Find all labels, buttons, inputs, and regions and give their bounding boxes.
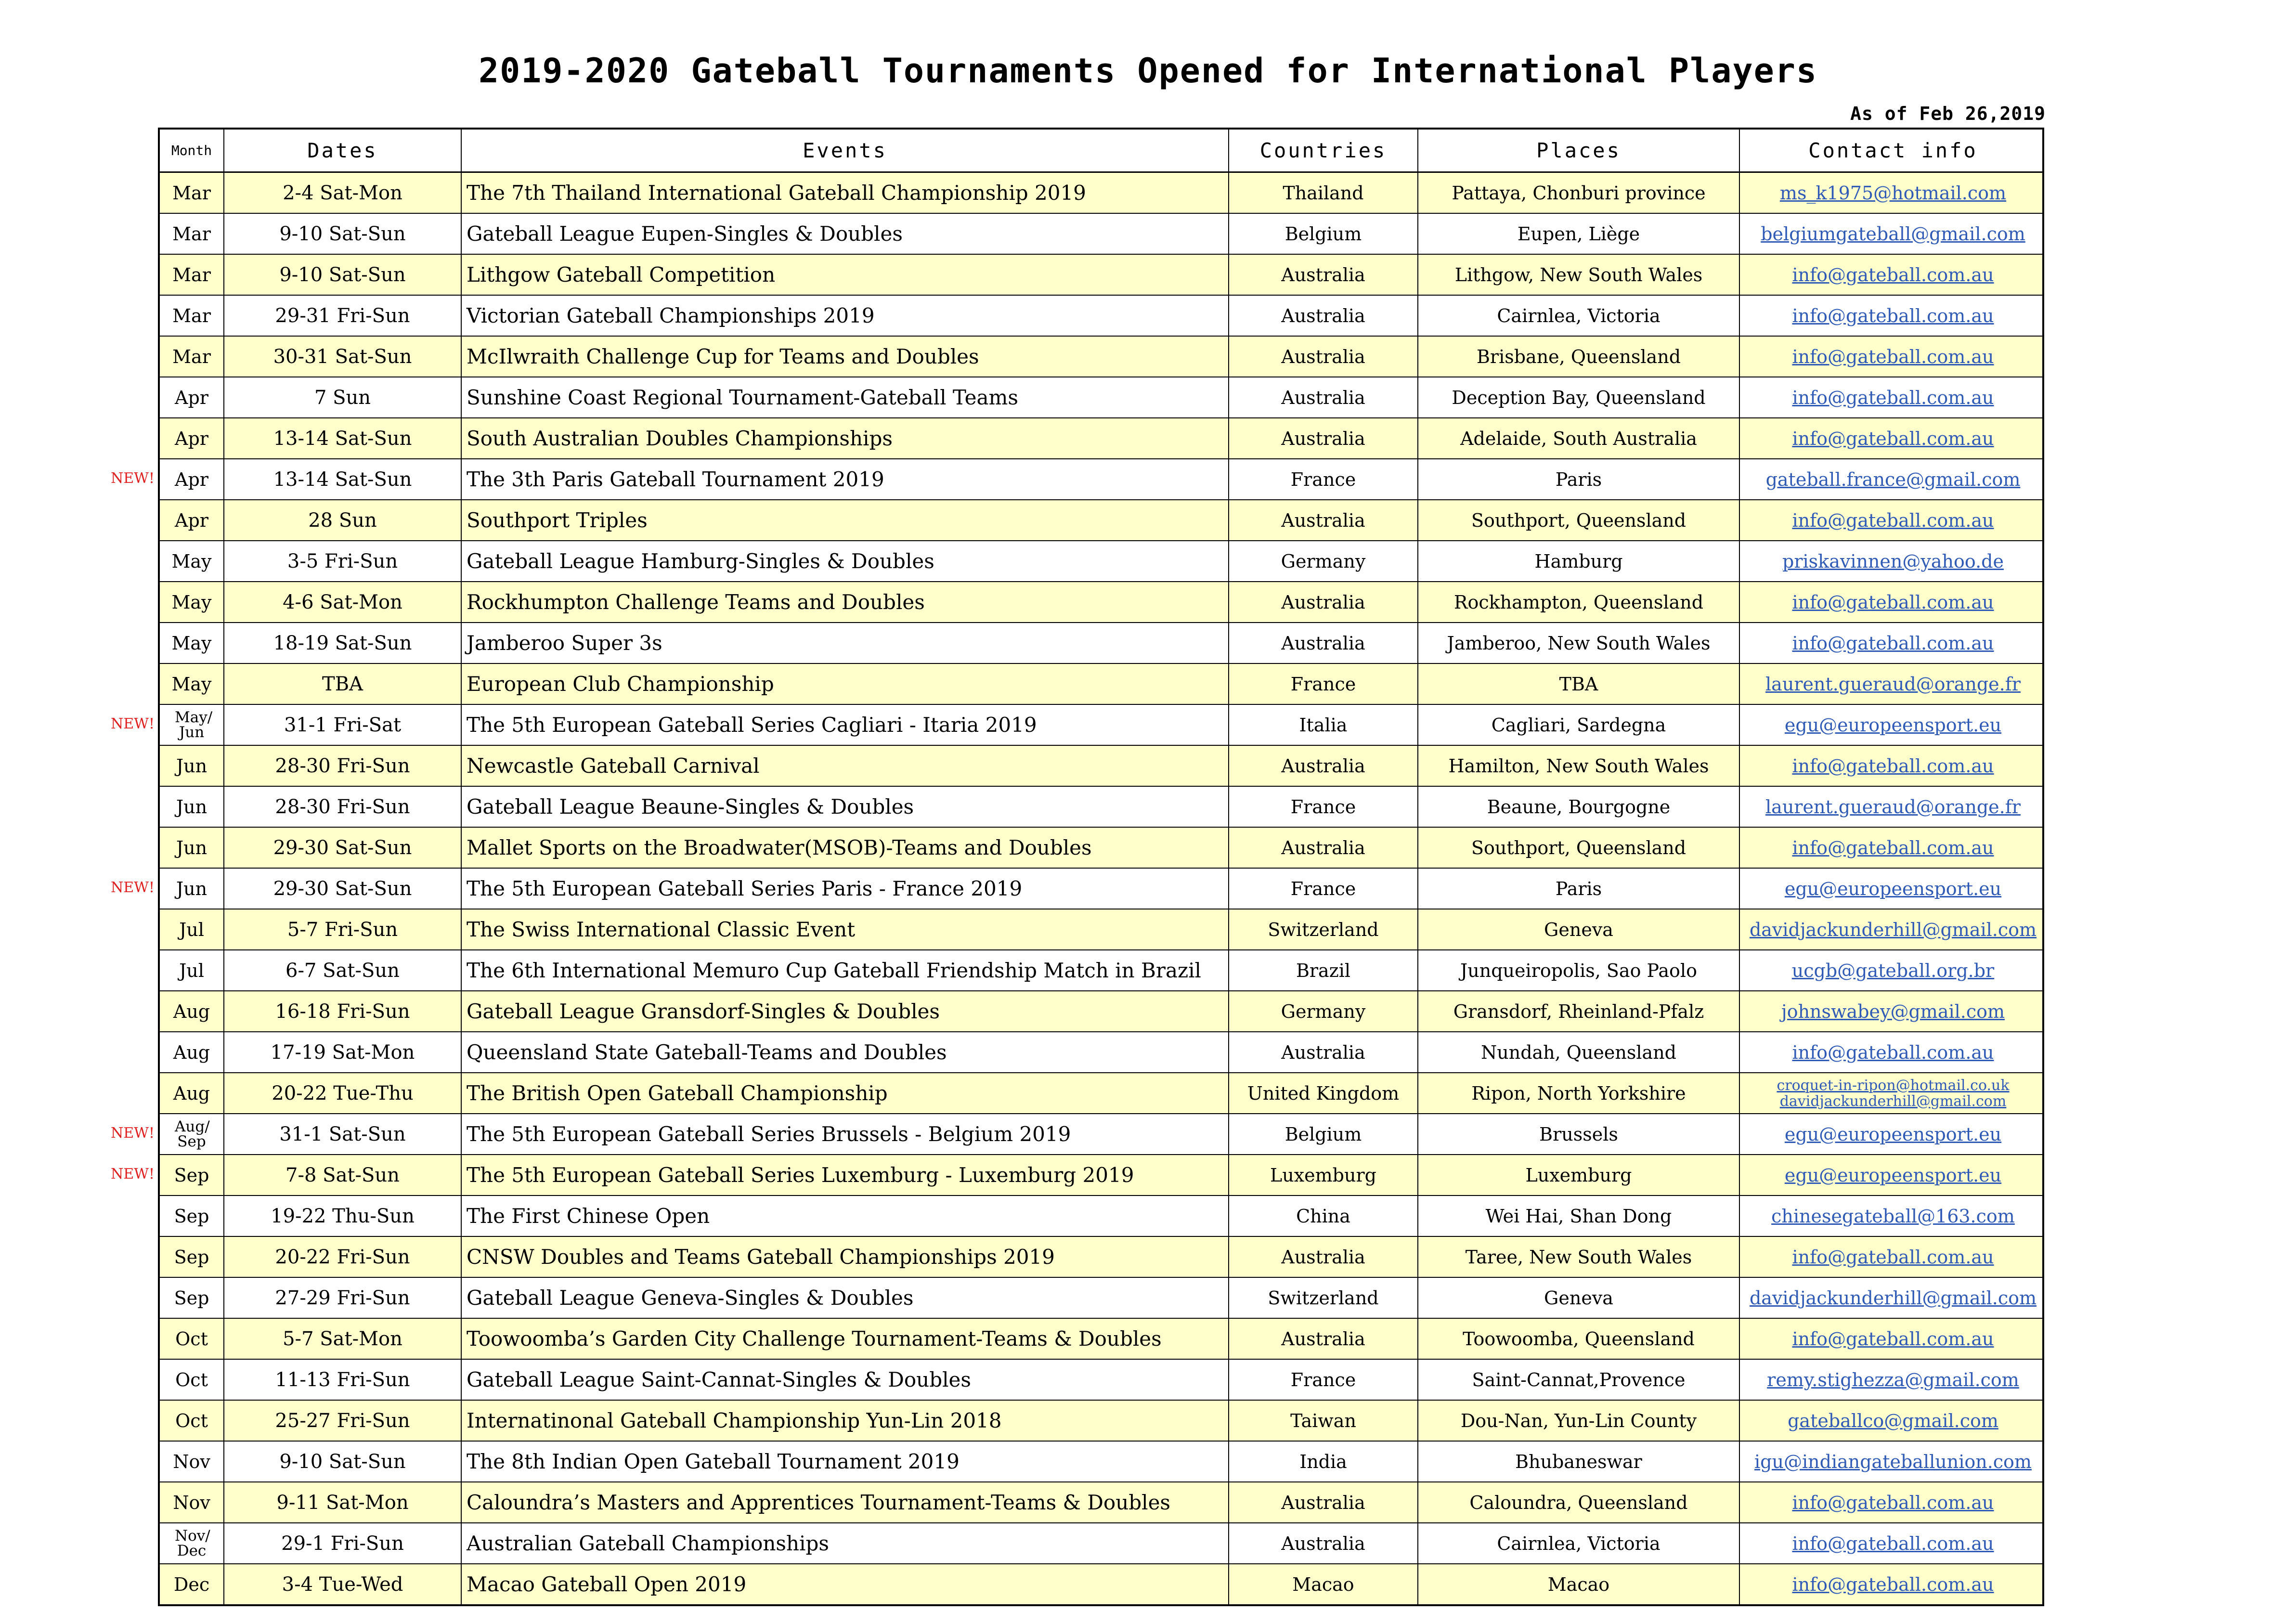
month-cell: Sep — [160, 1237, 224, 1277]
table-row — [160, 1196, 2042, 1237]
table-row — [160, 337, 2042, 377]
month-cell: Jun — [160, 828, 224, 868]
contact-link[interactable]: info@gateball.com.au — [1792, 632, 1994, 654]
event-cell: Southport Triples — [462, 500, 1229, 540]
place-cell: Jamberoo, New South Wales — [1418, 623, 1740, 663]
country-cell: Belgium — [1229, 1114, 1418, 1154]
contact-link[interactable]: info@gateball.com.au — [1792, 837, 1994, 858]
contact-link[interactable]: johnswabey@gmail.com — [1781, 1000, 2005, 1022]
dates-cell: 6-7 Sat-Sun — [224, 950, 462, 990]
dates-cell: 3-5 Fri-Sun — [224, 541, 462, 581]
table-row — [160, 1564, 2042, 1604]
event-cell: McIlwraith Challenge Cup for Teams and Doubles — [462, 337, 1229, 377]
contact-link[interactable]: gateballco@gmail.com — [1788, 1410, 1998, 1431]
month-cell: Mar — [160, 173, 224, 213]
place-cell: Eupen, Liège — [1418, 214, 1740, 254]
table-row — [160, 869, 2042, 909]
place-cell: Deception Bay, Queensland — [1418, 377, 1740, 417]
contact-link[interactable]: davidjackunderhill@gmail.com — [1779, 1092, 2007, 1110]
event-cell: Mallet Sports on the Broadwater(MSOB)-Teams and Doubles — [462, 828, 1229, 868]
event-cell: Rockhumpton Challenge Teams and Doubles — [462, 582, 1229, 622]
month-cell — [160, 705, 224, 745]
event-cell: Gateball League Eupen-Singles & Doubles — [462, 214, 1229, 254]
dates-cell: 19-22 Thu-Sun — [224, 1196, 462, 1236]
dates-cell: 28-30 Fri-Sun — [224, 746, 462, 786]
country-cell: Australia — [1229, 418, 1418, 458]
country-cell: Switzerland — [1229, 1278, 1418, 1318]
country-cell: Belgium — [1229, 214, 1418, 254]
dates-cell: 18-19 Sat-Sun — [224, 623, 462, 663]
event-cell: The 8th Indian Open Gateball Tournament 2019 — [462, 1442, 1229, 1481]
event-cell: The 5th European Gateball Series Cagliari - Itaria 2019 — [462, 705, 1229, 745]
table-row — [160, 623, 2042, 664]
table-row — [160, 173, 2042, 214]
month-cell: Mar — [160, 255, 224, 295]
place-cell: Beaune, Bourgogne — [1418, 787, 1740, 827]
country-cell: France — [1229, 869, 1418, 909]
dates-cell: 29-30 Sat-Sun — [224, 869, 462, 909]
dates-cell: 17-19 Sat-Mon — [224, 1032, 462, 1072]
month-cell: May — [160, 582, 224, 622]
country-cell: Taiwan — [1229, 1401, 1418, 1441]
header-places: Places — [1418, 130, 1740, 171]
header-countries: Countries — [1229, 130, 1418, 171]
month-cell — [160, 1523, 224, 1563]
table-row — [160, 787, 2042, 828]
dates-cell: 29-30 Sat-Sun — [224, 828, 462, 868]
place-cell: Paris — [1418, 459, 1740, 499]
contact-link[interactable]: info@gateball.com.au — [1792, 509, 1994, 531]
country-cell: Italia — [1229, 705, 1418, 745]
dates-cell: 31-1 Fri-Sat — [224, 705, 462, 745]
new-marker: NEW! — [111, 1166, 155, 1182]
table-row — [160, 1523, 2042, 1564]
country-cell: Australia — [1229, 1032, 1418, 1072]
place-cell: Southport, Queensland — [1418, 500, 1740, 540]
as-of-date: As of Feb 26,2019 — [1850, 103, 2046, 124]
table-row — [160, 255, 2042, 296]
event-cell: Gateball League Gransdorf-Singles & Doubles — [462, 991, 1229, 1031]
event-cell: South Australian Doubles Championships — [462, 418, 1229, 458]
place-cell: Saint-Cannat,Provence — [1418, 1360, 1740, 1400]
country-cell: Australia — [1229, 1319, 1418, 1359]
place-cell: Southport, Queensland — [1418, 828, 1740, 868]
country-cell: China — [1229, 1196, 1418, 1236]
contact-link[interactable]: egu@europeensport.eu — [1784, 714, 2002, 736]
month-cell: Sep — [160, 1155, 224, 1195]
month-cell — [160, 1114, 224, 1154]
month-cell: Aug — [160, 991, 224, 1031]
dates-cell: 25-27 Fri-Sun — [224, 1401, 462, 1441]
event-cell: Victorian Gateball Championships 2019 — [462, 296, 1229, 336]
place-cell: Geneva — [1418, 909, 1740, 949]
table-row — [160, 582, 2042, 623]
contact-link[interactable]: laurent.gueraud@orange.fr — [1765, 796, 2021, 818]
contact-link[interactable]: chinesegateball@163.com — [1771, 1205, 2015, 1227]
table-body — [160, 173, 2042, 1604]
event-cell: Gateball League Beaune-Singles & Doubles — [462, 787, 1229, 827]
country-cell: Germany — [1229, 541, 1418, 581]
contact-link[interactable]: davidjackunderhill@gmail.com — [1749, 919, 2037, 940]
contact-link[interactable]: egu@europeensport.eu — [1784, 1164, 2002, 1186]
table-row — [160, 500, 2042, 541]
event-cell: Jamberoo Super 3s — [462, 623, 1229, 663]
month-cell: Aug — [160, 1073, 224, 1113]
table-row — [160, 950, 2042, 991]
contact-link[interactable]: info@gateball.com.au — [1792, 1041, 1994, 1063]
event-cell: The British Open Gateball Championship — [462, 1073, 1229, 1113]
dates-cell: 11-13 Fri-Sun — [224, 1360, 462, 1400]
country-cell: Australia — [1229, 582, 1418, 622]
place-cell: Cairnlea, Victoria — [1418, 1523, 1740, 1563]
country-cell: Australia — [1229, 1237, 1418, 1277]
dates-cell: 9-10 Sat-Sun — [224, 255, 462, 295]
header-events: Events — [462, 130, 1229, 171]
contact-link[interactable]: info@gateball.com.au — [1792, 346, 1994, 367]
place-cell: Geneva — [1418, 1278, 1740, 1318]
place-cell: Brisbane, Queensland — [1418, 337, 1740, 377]
month-cell: Jul — [160, 950, 224, 990]
place-cell: Pattaya, Chonburi province — [1418, 173, 1740, 213]
country-cell: Australia — [1229, 623, 1418, 663]
month-cell: Sep — [160, 1278, 224, 1318]
contact-link[interactable]: belgiumgateball@gmail.com — [1761, 223, 2025, 245]
event-cell: Newcastle Gateball Carnival — [462, 746, 1229, 786]
dates-cell: 3-4 Tue-Wed — [224, 1564, 462, 1604]
event-cell: Internatinonal Gateball Championship Yun-Lin 2018 — [462, 1401, 1229, 1441]
table-row — [160, 909, 2042, 950]
country-cell: Germany — [1229, 991, 1418, 1031]
event-cell: The 5th European Gateball Series Brussels - Belgium 2019 — [462, 1114, 1229, 1154]
place-cell: Cairnlea, Victoria — [1418, 296, 1740, 336]
dates-cell: 20-22 Tue-Thu — [224, 1073, 462, 1113]
place-cell: Adelaide, South Australia — [1418, 418, 1740, 458]
event-cell: Macao Gateball Open 2019 — [462, 1564, 1229, 1604]
table-row — [160, 1032, 2042, 1073]
place-cell: Rockhampton, Queensland — [1418, 582, 1740, 622]
country-cell: Australia — [1229, 500, 1418, 540]
country-cell: Australia — [1229, 1482, 1418, 1522]
place-cell: Hamburg — [1418, 541, 1740, 581]
month-cell: Jun — [160, 746, 224, 786]
table-row — [160, 418, 2042, 459]
table-row — [160, 1360, 2042, 1401]
country-cell: France — [1229, 1360, 1418, 1400]
place-cell: Dou-Nan, Yun-Lin County — [1418, 1401, 1740, 1441]
country-cell: Australia — [1229, 828, 1418, 868]
table-row — [160, 664, 2042, 705]
dates-cell: 9-11 Sat-Mon — [224, 1482, 462, 1522]
dates-cell: 5-7 Fri-Sun — [224, 909, 462, 949]
month-cell: Apr — [160, 500, 224, 540]
month-cell: Dec — [160, 1564, 224, 1604]
event-cell: The First Chinese Open — [462, 1196, 1229, 1236]
contact-link[interactable]: info@gateball.com.au — [1792, 428, 1994, 449]
contact-link[interactable]: ucgb@gateball.org.br — [1791, 960, 1995, 981]
event-cell: Caloundra’s Masters and Apprentices Tournament-Teams & Doubles — [462, 1482, 1229, 1522]
dates-cell: 7 Sun — [224, 377, 462, 417]
month-cell: Apr — [160, 459, 224, 499]
dates-cell: 7-8 Sat-Sun — [224, 1155, 462, 1195]
dates-cell: 9-10 Sat-Sun — [224, 214, 462, 254]
contact-link[interactable]: igu@indiangateballunion.com — [1754, 1451, 2032, 1472]
contact-link[interactable]: egu@europeensport.eu — [1784, 878, 2002, 899]
table-row — [160, 1482, 2042, 1523]
month-cell: Mar — [160, 337, 224, 377]
contact-link[interactable]: info@gateball.com.au — [1792, 591, 1994, 613]
table-row — [160, 1237, 2042, 1278]
event-cell: Australian Gateball Championships — [462, 1523, 1229, 1563]
dates-cell: 29-1 Fri-Sun — [224, 1523, 462, 1563]
place-cell: TBA — [1418, 664, 1740, 704]
contact-link[interactable]: laurent.gueraud@orange.fr — [1765, 673, 2021, 695]
place-cell: Gransdorf, Rheinland-Pfalz — [1418, 991, 1740, 1031]
contact-link[interactable]: croquet-in-ripon@hotmail.co.uk — [1777, 1077, 2010, 1094]
contact-link[interactable]: info@gateball.com.au — [1792, 755, 1994, 777]
dates-cell: 13-14 Sat-Sun — [224, 459, 462, 499]
dates-cell: 2-4 Sat-Mon — [224, 173, 462, 213]
table-row — [160, 541, 2042, 582]
dates-cell: 13-14 Sat-Sun — [224, 418, 462, 458]
country-cell: India — [1229, 1442, 1418, 1481]
contact-link[interactable]: egu@europeensport.eu — [1784, 1123, 2002, 1145]
country-cell: France — [1229, 459, 1418, 499]
table-row — [160, 1442, 2042, 1482]
event-cell: The 5th European Gateball Series Paris - France 2019 — [462, 869, 1229, 909]
contact-link[interactable]: priskavinnen@yahoo.de — [1782, 550, 2004, 572]
country-cell: Thailand — [1229, 173, 1418, 213]
table-header — [160, 130, 2042, 173]
event-cell: Toowoomba’s Garden City Challenge Tournament-Teams & Doubles — [462, 1319, 1229, 1359]
place-cell: Brussels — [1418, 1114, 1740, 1154]
dates-cell: 20-22 Fri-Sun — [224, 1237, 462, 1277]
table-row — [160, 1155, 2042, 1196]
event-cell: Gateball League Geneva-Singles & Doubles — [462, 1278, 1229, 1318]
place-cell: Wei Hai, Shan Dong — [1418, 1196, 1740, 1236]
dates-cell: 27-29 Fri-Sun — [224, 1278, 462, 1318]
month-cell: Oct — [160, 1319, 224, 1359]
new-marker: NEW! — [111, 470, 155, 487]
event-cell: The 7th Thailand International Gateball Championship 2019 — [462, 173, 1229, 213]
table-row — [160, 377, 2042, 418]
table-row — [160, 214, 2042, 255]
country-cell: Switzerland — [1229, 909, 1418, 949]
place-cell: Caloundra, Queensland — [1418, 1482, 1740, 1522]
place-cell: Bhubaneswar — [1418, 1442, 1740, 1481]
country-cell: Australia — [1229, 746, 1418, 786]
event-cell: The 6th International Memuro Cup Gateball Friendship Match in Brazil — [462, 950, 1229, 990]
header-contact: Contact info — [1808, 139, 1978, 162]
month-cell: May — [160, 541, 224, 581]
month-cell: Apr — [160, 418, 224, 458]
country-cell: Australia — [1229, 377, 1418, 417]
table-row — [160, 746, 2042, 787]
month-cell: Oct — [160, 1360, 224, 1400]
tournament-table — [158, 128, 2044, 1606]
contact-link[interactable]: remy.stighezza@gmail.com — [1767, 1369, 2019, 1390]
month-cell: Apr — [160, 377, 224, 417]
table-row — [160, 1114, 2042, 1155]
dates-cell: 9-10 Sat-Sun — [224, 1442, 462, 1481]
month-cell-text: Aug/ Sep — [175, 1117, 210, 1150]
month-cell-text: Nov/ Dec — [175, 1527, 210, 1559]
month-cell: Nov — [160, 1442, 224, 1481]
dates-cell: TBA — [224, 664, 462, 704]
table-row — [160, 1401, 2042, 1442]
country-cell: Luxemburg — [1229, 1155, 1418, 1195]
event-cell: The 5th European Gateball Series Luxemburg - Luxemburg 2019 — [462, 1155, 1229, 1195]
month-cell: Aug — [160, 1032, 224, 1072]
event-cell: The 3th Paris Gateball Tournament 2019 — [462, 459, 1229, 499]
dates-cell: 31-1 Sat-Sun — [224, 1114, 462, 1154]
country-cell: Australia — [1229, 296, 1418, 336]
dates-cell: 28-30 Fri-Sun — [224, 787, 462, 827]
country-cell: United Kingdom — [1229, 1073, 1418, 1113]
table-row — [160, 459, 2042, 500]
place-cell: Nundah, Queensland — [1418, 1032, 1740, 1072]
event-cell: Sunshine Coast Regional Tournament-Gateball Teams — [462, 377, 1229, 417]
new-marker: NEW! — [111, 715, 155, 732]
country-cell: Australia — [1229, 337, 1418, 377]
contact-link[interactable]: info@gateball.com.au — [1792, 1328, 1994, 1350]
month-cell-text: May/ Jun — [175, 708, 213, 741]
place-cell: Taree, New South Wales — [1418, 1237, 1740, 1277]
table-row — [160, 705, 2042, 746]
event-cell: CNSW Doubles and Teams Gateball Championships 2019 — [462, 1237, 1229, 1277]
country-cell: Australia — [1229, 1523, 1418, 1563]
place-cell: Lithgow, New South Wales — [1418, 255, 1740, 295]
month-cell: Jun — [160, 869, 224, 909]
event-cell: The Swiss International Classic Event — [462, 909, 1229, 949]
month-cell: Mar — [160, 214, 224, 254]
table-row — [160, 828, 2042, 869]
contact-link[interactable]: info@gateball.com.au — [1792, 1573, 1994, 1595]
month-cell: Oct — [160, 1401, 224, 1441]
table-row — [160, 991, 2042, 1032]
dates-cell: 29-31 Fri-Sun — [224, 296, 462, 336]
contact-cell — [1740, 1073, 2046, 1113]
contact-link[interactable]: info@gateball.com.au — [1792, 1246, 1994, 1268]
place-cell: Ripon, North Yorkshire — [1418, 1073, 1740, 1113]
month-cell: Mar — [160, 296, 224, 336]
place-cell: Hamilton, New South Wales — [1418, 746, 1740, 786]
table-row — [160, 1319, 2042, 1360]
month-cell: Jul — [160, 909, 224, 949]
header-month: Month — [160, 130, 224, 171]
event-cell: Gateball League Saint-Cannat-Singles & Doubles — [462, 1360, 1229, 1400]
contact-link[interactable]: info@gateball.com.au — [1792, 387, 1994, 408]
place-cell: Junqueiropolis, Sao Paolo — [1418, 950, 1740, 990]
dates-cell: 5-7 Sat-Mon — [224, 1319, 462, 1359]
contact-link[interactable]: gateball.france@gmail.com — [1765, 468, 2021, 490]
new-marker: NEW! — [111, 1125, 155, 1142]
event-cell: Gateball League Hamburg-Singles & Doubles — [462, 541, 1229, 581]
country-cell: Brazil — [1229, 950, 1418, 990]
place-cell: Paris — [1418, 869, 1740, 909]
month-cell: Jun — [160, 787, 224, 827]
table-row — [160, 1073, 2042, 1114]
event-cell: Queensland State Gateball-Teams and Doubles — [462, 1032, 1229, 1072]
country-cell: Australia — [1229, 255, 1418, 295]
table-row — [160, 296, 2042, 337]
month-cell: May — [160, 664, 224, 704]
place-cell: Toowoomba, Queensland — [1418, 1319, 1740, 1359]
month-cell: Nov — [160, 1482, 224, 1522]
contact-link[interactable]: info@gateball.com.au — [1792, 305, 1994, 326]
contact-link[interactable]: info@gateball.com.au — [1792, 264, 1994, 286]
header-dates: Dates — [224, 130, 462, 171]
month-cell: May — [160, 623, 224, 663]
dates-cell: 30-31 Sat-Sun — [224, 337, 462, 377]
contact-link[interactable]: davidjackunderhill@gmail.com — [1749, 1287, 2037, 1309]
page-title: 2019-2020 Gateball Tournaments Opened for International Players — [478, 51, 1818, 91]
dates-cell: 28 Sun — [224, 500, 462, 540]
contact-link[interactable]: ms_k1975@hotmail.com — [1779, 182, 2007, 204]
country-cell: France — [1229, 664, 1418, 704]
country-cell: Macao — [1229, 1564, 1418, 1604]
dates-cell: 4-6 Sat-Mon — [224, 582, 462, 622]
event-cell: European Club Championship — [462, 664, 1229, 704]
place-cell: Cagliari, Sardegna — [1418, 705, 1740, 745]
place-cell: Luxemburg — [1418, 1155, 1740, 1195]
dates-cell: 16-18 Fri-Sun — [224, 991, 462, 1031]
contact-link[interactable]: info@gateball.com.au — [1792, 1533, 1994, 1554]
month-cell: Sep — [160, 1196, 224, 1236]
table-row — [160, 1278, 2042, 1319]
event-cell: Lithgow Gateball Competition — [462, 255, 1229, 295]
country-cell: France — [1229, 787, 1418, 827]
contact-link[interactable]: info@gateball.com.au — [1792, 1492, 1994, 1513]
place-cell: Macao — [1418, 1564, 1740, 1604]
new-marker: NEW! — [111, 879, 155, 896]
